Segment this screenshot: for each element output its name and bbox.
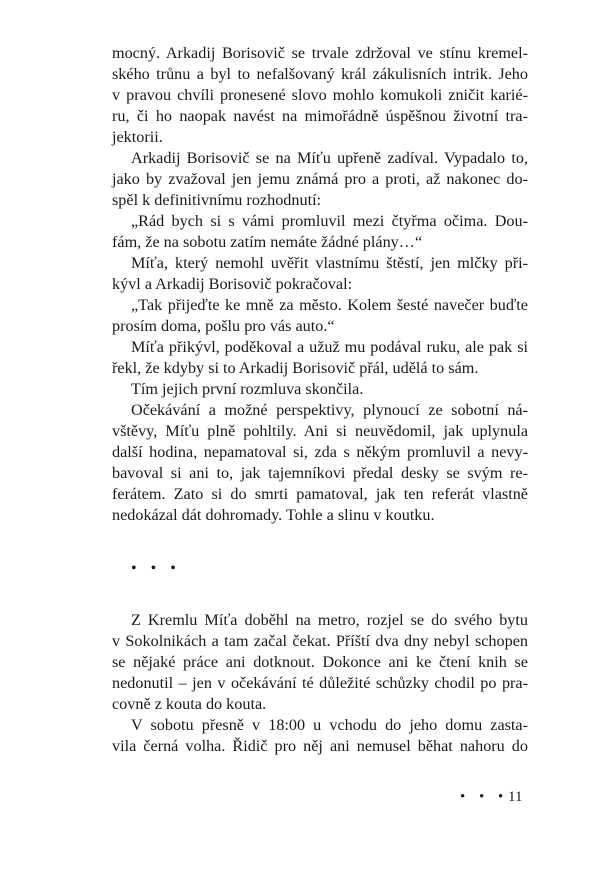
- text-line: „Tak přijeďte ke mně za město. Kolem šesté navečer buďte: [131, 296, 528, 314]
- text-line: jako by zvažoval jen jemu známá pro a proti, až nakonec do-: [112, 170, 528, 188]
- text-line: spěl k definitivnímu rozhodnutí:: [112, 191, 322, 209]
- text-line: ského trůnu a byl to nefalšovaný král zákulisních intrik. Jeho: [112, 65, 528, 83]
- text-line: covně z kouta do kouta.: [112, 695, 267, 713]
- paragraph: [112, 715, 528, 757]
- paragraph: [112, 337, 528, 379]
- book-page-body: [112, 43, 528, 757]
- text-line: kývl a Arkadij Borisovič pokračoval:: [112, 275, 353, 293]
- text-line: Arkadij Borisovič se na Míťu upřeně zadíval. Vypadalo to,: [131, 149, 528, 167]
- text-line: „Rád bych si s vámi promluvil mezi čtyřma očima. Dou-: [131, 212, 528, 230]
- paragraph: [112, 295, 528, 337]
- text-line: vila černá volha. Řidič pro něj ani nemusel běhat nahoru do: [112, 737, 528, 755]
- spacer: [112, 589, 528, 610]
- text-line: ferátem. Zato si do smrti pamatoval, jak ten referát vlastně: [112, 485, 528, 503]
- paragraph: [112, 379, 528, 400]
- section-break-ornament: • • •: [131, 560, 181, 577]
- text-line: vštěvy, Míťu plně pohltily. Ani si neuvědomil, jak uplynula: [112, 422, 528, 440]
- text-line: Tím jejich první rozmluva skončila.: [131, 380, 364, 398]
- text-line: ru, či ho naopak navést na mimořádně úspěšnou životní tra-: [112, 107, 528, 125]
- text-line: řekl, že kdyby si to Arkadij Borisovič přál, udělá to sám.: [112, 359, 479, 377]
- text-line: bavoval si ani to, jak tajemníkovi předal desky se svým re-: [112, 464, 528, 482]
- text-line: mocný. Arkadij Borisovič se trvale zdržoval ve stínu kremel-: [112, 44, 528, 62]
- text-line: nedokázal dát dohromady. Tohle a slinu v koutku.: [112, 506, 435, 524]
- text-line: se nějaké práce ani dotknout. Dokonce ani ke čtení knih se: [112, 653, 528, 671]
- page-footer: [0, 786, 600, 808]
- paragraph: [112, 400, 528, 526]
- paragraph: [112, 43, 528, 148]
- text-line: prosím doma, pošlu pro vás auto.“: [112, 317, 335, 335]
- paragraph: [112, 148, 528, 211]
- footer-ornament: • • •: [460, 789, 509, 805]
- text-line: nedonutil – jen v očekávání té důležité schůzky chodil po pra-: [112, 674, 528, 692]
- text-line: V sobotu přesně v 18:00 u vchodu do jeho domu zasta-: [131, 716, 528, 734]
- paragraph: [112, 211, 528, 253]
- text-line: Z Kremlu Míťa doběhl na metro, rozjel se do svého bytu: [131, 611, 528, 629]
- text-line: Míťa přikývl, poděkoval a užuž mu podával ruku, ale pak si: [131, 338, 528, 356]
- page-number: 11: [508, 789, 523, 805]
- text-line: fám, že na sobotu zatím nemáte žádné plány…“: [112, 233, 423, 251]
- paragraph: [112, 610, 528, 715]
- spacer: [112, 526, 528, 547]
- paragraph: [112, 253, 528, 295]
- text-line: další hodina, nepamatoval si, zda s někým promluvil a nevy-: [112, 443, 528, 461]
- text-line: jektorii.: [112, 128, 163, 146]
- text-line: v Sokolnikách a tam začal čekat. Příští dva dny nebyl schopen: [112, 632, 528, 650]
- text-line: Míťa, který nemohl uvěřit vlastnímu štěstí, jen mlčky při-: [131, 254, 528, 272]
- text-line: v pravou chvíli pronesené slovo mohlo komukoli zničit karié-: [112, 86, 528, 104]
- text-line: Očekávání a možné perspektivy, plynoucí ze sobotní ná-: [131, 401, 528, 419]
